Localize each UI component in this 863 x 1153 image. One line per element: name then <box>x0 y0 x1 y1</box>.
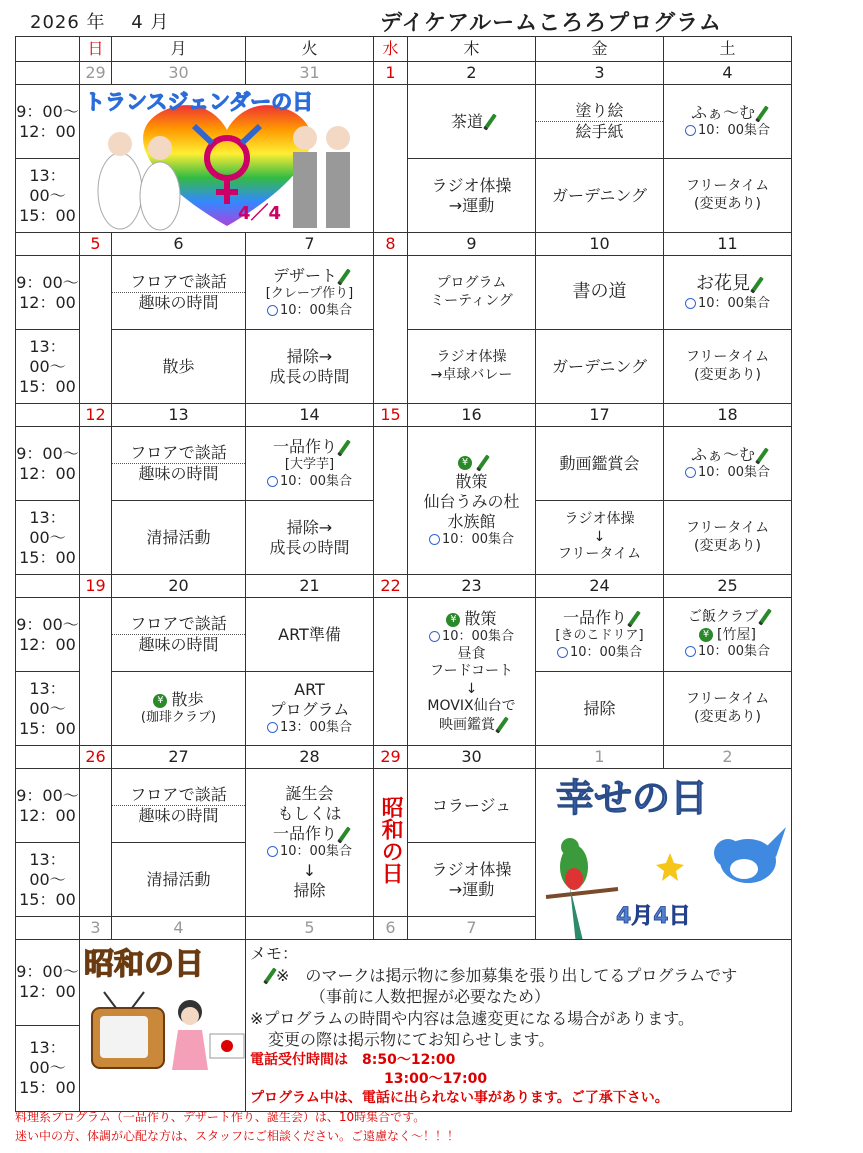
time-am: 9：00〜 12：00 <box>16 940 80 1026</box>
meet-time: 10：00集合 <box>697 123 771 139</box>
date-cell: 1 <box>536 746 664 769</box>
date-cell: 30 <box>112 62 246 85</box>
date-cell: 20 <box>112 575 246 598</box>
program-collage: コラージュ <box>408 769 536 843</box>
time-pm: 13：00〜 15：00 <box>16 330 80 404</box>
program-sub: [クレープ作り] <box>265 286 354 302</box>
program-meeting: プログラム ミーティング <box>408 256 536 330</box>
program-hanami: お花見 <box>696 273 750 295</box>
showa-day-art <box>80 940 246 1112</box>
program-floor-talk: フロアで談話 <box>130 443 227 462</box>
footer-cooking-note: 料理系プログラム（一品作り、デザート作り、誕生会）は、10時集合です。 <box>15 1110 426 1124</box>
date-cell: 1 <box>374 62 408 85</box>
program-farm: ふぁ〜む <box>690 445 755 465</box>
date-cell: 5 <box>80 233 112 256</box>
program-tea-ceremony: 茶道 <box>450 111 483 131</box>
program-gardening: ガーデニング <box>536 330 664 404</box>
program-hobby-time: 趣味の時間 <box>112 805 245 826</box>
program-farm: ふぁ〜む <box>690 103 755 123</box>
yen-icon: ¥ <box>458 456 472 470</box>
date-cell: 29 <box>374 746 408 769</box>
program-free-time: フリータイム (変更あり) <box>664 501 792 575</box>
happy-day-art <box>536 769 792 940</box>
memo-line2: （事前に人数把握が必要なため） <box>310 987 551 1007</box>
program-rice-club: ご飯クラブ <box>688 609 758 626</box>
date-cell: 21 <box>246 575 374 598</box>
program-cleaning-growth: 掃除→ 成長の時間 <box>246 330 374 404</box>
showa-art-title: 昭和の日 <box>84 947 204 982</box>
yen-icon: ¥ <box>446 613 460 627</box>
date-cell: 4 <box>664 62 792 85</box>
date-cell: 26 <box>80 746 112 769</box>
program-birthday: 誕生会 もしくは 一品作り <box>272 784 342 844</box>
pencil-icon <box>627 610 641 627</box>
program-art: ART プログラム <box>269 680 350 720</box>
date-cell: 7 <box>246 233 374 256</box>
showa-day-label: 昭和の日 <box>378 796 404 884</box>
cell-aquarium-trip <box>408 427 536 575</box>
program-free-time: フリータイム (変更あり) <box>664 672 792 746</box>
program-dessert: デザート <box>272 266 337 286</box>
program-one-dish: 一品作り <box>272 437 337 457</box>
time-am: 9：00〜 12：00 <box>16 598 80 672</box>
program-radio-free: ラジオ体操 ↓ フリータイム <box>536 501 664 575</box>
program-hobby-time: 趣味の時間 <box>112 292 245 313</box>
meet-time: 10：00集合 <box>441 532 515 548</box>
program-cleaning: 清掃活動 <box>112 501 246 575</box>
date-cell: 18 <box>664 404 792 427</box>
clock-icon <box>267 476 278 487</box>
cell-movie-trip <box>408 598 536 746</box>
pencil-icon <box>750 276 764 293</box>
yen-icon: ¥ <box>699 628 713 642</box>
meet-time: 10：00集合 <box>441 629 515 645</box>
program-radio-exercise: ラジオ体操 →運動 <box>408 843 536 917</box>
banner-title: トランスジェンダーの日 <box>84 90 314 114</box>
phone-notice: プログラム中は、電話に出られない事があります。ご了承下さい。 <box>250 1089 669 1106</box>
program-after: ↓ 掃除 <box>293 860 326 900</box>
clock-icon <box>267 722 278 733</box>
date-cell: 6 <box>112 233 246 256</box>
pencil-icon <box>755 447 769 464</box>
date-cell: 30 <box>408 746 536 769</box>
date-cell: 14 <box>246 404 374 427</box>
cell-thu-am <box>408 85 536 159</box>
happy-day-date: 4月4日 <box>616 904 691 929</box>
page-title: デイケアルームころろプログラム <box>380 11 722 36</box>
time-am: 9：00〜 12：00 <box>16 769 80 843</box>
pencil-icon <box>483 113 497 130</box>
program-one-dish: 一品作り <box>562 608 627 628</box>
date-cell: 29 <box>80 62 112 85</box>
date-cell: 9 <box>408 233 536 256</box>
program-sub: [竹屋] <box>717 626 756 643</box>
program-radio-exercise: ラジオ体操 →卓球バレー <box>408 330 536 404</box>
clock-icon <box>685 646 696 657</box>
weekday-sun: 日 <box>80 37 112 62</box>
week3-dates <box>16 404 792 427</box>
date-cell: 4 <box>112 917 246 940</box>
pencil-icon <box>758 609 772 626</box>
program-calligraphy: 書の道 <box>536 256 664 330</box>
program-hobby-time: 趣味の時間 <box>112 634 245 655</box>
program-sub: [きのこドリア] <box>555 628 644 644</box>
date-cell: 10 <box>536 233 664 256</box>
time-pm: 13：00〜 15：00 <box>16 843 80 917</box>
program-video: 動画鑑賞会 <box>536 427 664 501</box>
program-sub: (珈琲クラブ) <box>140 710 217 726</box>
program-sub: [大学芋] <box>284 457 335 473</box>
clock-icon <box>685 298 696 309</box>
date-cell: 15 <box>374 404 408 427</box>
date-cell: 22 <box>374 575 408 598</box>
program-etegami: 絵手紙 <box>536 121 663 142</box>
program-aquarium: 散策 仙台うみの杜 水族館 <box>423 472 520 532</box>
weekday-header <box>16 37 792 62</box>
program-cleaning: 掃除 <box>536 672 664 746</box>
phone-hours: 電話受付時間は 8:50〜12:00 <box>250 1051 456 1068</box>
week2-dates <box>16 233 792 256</box>
program-coloring: 塗り絵 <box>575 101 624 120</box>
pencil-icon <box>337 268 351 285</box>
program-walk: 散歩 <box>112 330 246 404</box>
date-cell: 19 <box>80 575 112 598</box>
meet-time: 10：00集合 <box>279 844 353 860</box>
date-cell: 2 <box>408 62 536 85</box>
date-cell: 12 <box>80 404 112 427</box>
cell-sat-am <box>664 85 792 159</box>
time-am: 9：00〜 12：00 <box>16 85 80 159</box>
clock-icon <box>429 631 440 642</box>
week4-dates <box>16 575 792 598</box>
clock-icon <box>685 125 696 136</box>
meet-time: 10：00集合 <box>697 465 771 481</box>
program-radio-exercise: ラジオ体操 →運動 <box>408 159 536 233</box>
memo-line1: ※ のマークは掲示物に参加募集を張り出してるプログラムです <box>276 965 738 985</box>
weekday-fri: 金 <box>536 37 664 62</box>
yen-icon: ¥ <box>153 694 167 708</box>
date-cell: 3 <box>536 62 664 85</box>
time-pm: 13：00〜 15：00 <box>16 159 80 233</box>
clock-icon <box>429 534 440 545</box>
program-floor-talk: フロアで談話 <box>130 785 227 804</box>
program-calendar <box>15 36 792 1112</box>
program-floor-talk: フロアで談話 <box>130 614 227 633</box>
pencil-icon <box>495 716 509 733</box>
meet-time: 10：00集合 <box>279 473 353 489</box>
program-gardening: ガーデニング <box>536 159 664 233</box>
happy-day-title: 幸せの日 <box>556 776 709 820</box>
date-cell: 7 <box>408 917 536 940</box>
time-pm: 13：00〜 15：00 <box>16 501 80 575</box>
pencil-icon <box>263 968 277 985</box>
program-stroll: 散策 <box>464 608 497 628</box>
program-movie: 昼食 フードコート ↓ MOVIX仙台で 映画鑑賞 <box>427 645 516 733</box>
weekday-mon: 月 <box>112 37 246 62</box>
clock-icon <box>267 846 278 857</box>
memo-title: メモ： <box>250 944 299 963</box>
banner-date: 4／4 <box>238 203 282 224</box>
date-cell: 6 <box>374 917 408 940</box>
weekday-sat: 土 <box>664 37 792 62</box>
phone-hours-pm: 13:00〜17:00 <box>384 1070 488 1087</box>
date-cell: 25 <box>664 575 792 598</box>
time-am: 9：00〜 12：00 <box>16 427 80 501</box>
time-pm: 13：00〜 15：00 <box>16 672 80 746</box>
program-hobby-time: 趣味の時間 <box>112 463 245 484</box>
footer-consult-note: 迷い中の方、体調が心配な方は、スタッフにご相談ください。ご遠慮なく〜！！！ <box>15 1129 460 1143</box>
program-art-prep: ART準備 <box>246 598 374 672</box>
clock-icon <box>685 467 696 478</box>
meet-time: 10：00集合 <box>697 295 771 311</box>
program-floor-talk: フロアで談話 <box>130 272 227 291</box>
meet-time: 10：00集合 <box>279 302 353 318</box>
cell-fri-am <box>536 85 664 159</box>
weekday-tue: 火 <box>246 37 374 62</box>
meet-time: 13：00集合 <box>279 720 353 736</box>
date-cell: 16 <box>408 404 536 427</box>
date-cell: 23 <box>408 575 536 598</box>
memo-line4: 変更の際は掲示物にてお知らせします。 <box>268 1030 555 1050</box>
date-cell: 13 <box>112 404 246 427</box>
week1-dates <box>16 62 792 85</box>
date-cell: 27 <box>112 746 246 769</box>
calendar-month: 2026 年 4 月 <box>30 12 170 33</box>
program-walk: 散歩 <box>171 690 204 710</box>
clock-icon <box>557 647 568 658</box>
retro-tv-illustration <box>86 990 246 1086</box>
memo-box <box>246 940 792 1112</box>
date-cell: 2 <box>664 746 792 769</box>
memo-line3: ※プログラムの時間や内容は急遽変更になる場合があります。 <box>250 1008 694 1028</box>
program-free-time: フリータイム (変更あり) <box>664 330 792 404</box>
date-cell: 5 <box>246 917 374 940</box>
clock-icon <box>267 305 278 316</box>
date-cell: 3 <box>80 917 112 940</box>
pencil-icon <box>476 454 490 471</box>
transgender-day-art <box>80 85 374 233</box>
pencil-icon <box>337 439 351 456</box>
date-cell: 11 <box>664 233 792 256</box>
date-cell: 17 <box>536 404 664 427</box>
date-cell: 31 <box>246 62 374 85</box>
program-cleaning-growth: 掃除→ 成長の時間 <box>246 501 374 575</box>
meet-time: 10：00集合 <box>569 644 643 660</box>
pencil-icon <box>755 105 769 122</box>
meet-time: 10：00集合 <box>697 644 771 660</box>
date-cell: 28 <box>246 746 374 769</box>
program-cleaning: 清掃活動 <box>112 843 246 917</box>
weekday-wed: 水 <box>374 37 408 62</box>
time-pm: 13：00〜 15：00 <box>16 1025 80 1111</box>
week5-dates <box>16 746 792 769</box>
pencil-icon <box>337 826 351 843</box>
cell-birthday <box>246 769 374 917</box>
program-free-time: フリータイム (変更あり) <box>664 159 792 233</box>
date-cell: 8 <box>374 233 408 256</box>
time-am: 9：00〜 12：00 <box>16 256 80 330</box>
date-cell: 24 <box>536 575 664 598</box>
cell-showa-day <box>374 769 408 917</box>
weekday-thu: 木 <box>408 37 536 62</box>
